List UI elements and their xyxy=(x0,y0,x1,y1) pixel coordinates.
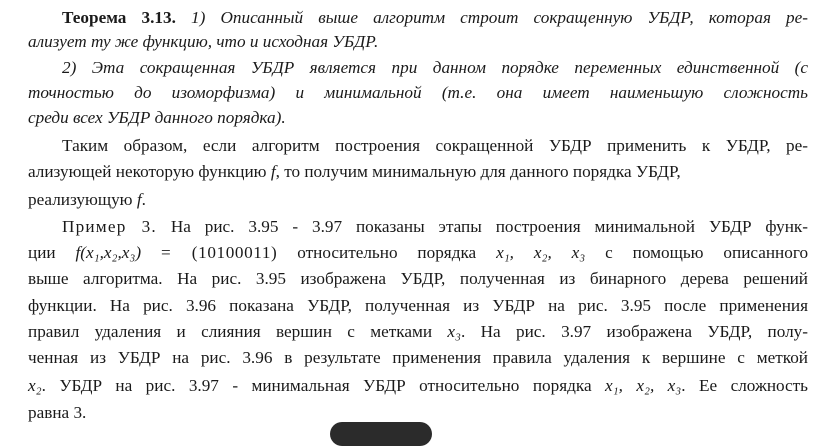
bottom-overlay-shape xyxy=(330,422,432,446)
theorem-line-3 xyxy=(62,56,808,80)
formula-value: = (10100011) xyxy=(161,243,278,262)
variable-order: x₁, x₂, x₃ xyxy=(496,243,586,262)
theorem-text-4: точностью до изоморфизма) и минимальной (т.е. она имеет наименьшую сложность xyxy=(28,83,808,102)
theorem-line-5 xyxy=(28,106,808,130)
theorem-text-3: 2) Эта сокращенная УБДР является при данном порядке переменных единственной (с xyxy=(62,58,808,77)
example-line-6 xyxy=(28,346,808,370)
example-line-2 xyxy=(28,241,808,265)
theorem-label: Теорема 3.13. xyxy=(62,8,176,27)
example-text-5a: правил удаления и слияния вершин с метками xyxy=(28,322,433,341)
example-text-7a: . УБДР на рис. 3.97 - минимальная УБДР относительно порядка xyxy=(41,376,592,395)
example-text-1: На рис. 3.95 - 3.97 показаны этапы построения минимальной УБДР функ- xyxy=(170,217,808,236)
variable-order-2: x₁, x₂, x₃ xyxy=(605,376,682,395)
conclusion-text-2b: , то получим минимальную для данного порядка УБДР, xyxy=(275,162,681,181)
example-line-5 xyxy=(28,320,808,344)
example-text-2a: ции xyxy=(28,243,56,262)
formula-function: f xyxy=(75,243,81,262)
formula-arguments: (x₁,x₂,x₃) xyxy=(80,243,142,262)
conclusion-line-1 xyxy=(62,134,808,158)
example-text-5c: рис. 3.97 изображена УБДР, полу- xyxy=(516,322,809,341)
example-line-4 xyxy=(28,294,808,318)
example-text-7b: . Ее сложность xyxy=(681,376,809,395)
example-line-1 xyxy=(62,215,808,239)
example-text-3: выше алгоритма. На рис. 3.95 изображена УБДР, полученная из бинарного дерева решений xyxy=(28,269,808,288)
theorem-line-4 xyxy=(28,81,808,105)
variable-x2: x₂ xyxy=(28,376,42,395)
example-text-6: ченная из УБДР на рис. 3.96 в результате применения правила удаления к вершине с меткой xyxy=(28,348,808,367)
function-symbol: f xyxy=(136,190,142,209)
example-line-3 xyxy=(28,267,808,291)
variable-x3: x₃ xyxy=(447,322,461,341)
conclusion-dot: . xyxy=(141,190,146,209)
theorem-text-5: среди всех УБДР данного порядка). xyxy=(28,108,286,127)
theorem-text-2: ализует ту же функцию, что и исходная УБДР. xyxy=(28,32,379,51)
conclusion-text-1: Таким образом, если алгоритм построения сокращенной УБДР применить к УБДР, ре- xyxy=(62,136,808,155)
example-text-2b: относительно порядка xyxy=(297,243,477,262)
example-label: Пример 3. xyxy=(62,217,157,236)
theorem-line-1 xyxy=(62,6,808,30)
example-line-7 xyxy=(28,374,808,398)
conclusion-line-3 xyxy=(28,188,808,212)
example-text-4: функции. На рис. 3.96 показана УБДР, полученная из УБДР на рис. 3.95 после применения xyxy=(28,296,808,315)
theorem-text-1: 1) Описанный выше алгоритм строит сокращенную УБДР, которая ре- xyxy=(191,8,808,27)
example-text-2c: с помощью описанного xyxy=(605,243,809,262)
example-text-8: равна 3. xyxy=(28,403,87,422)
function-symbol: f xyxy=(270,162,276,181)
conclusion-text-3: реализующую xyxy=(28,190,133,209)
conclusion-line-2 xyxy=(28,160,808,184)
theorem-line-2 xyxy=(28,30,808,54)
example-text-5b: . На xyxy=(460,322,501,341)
conclusion-text-2a: ализующей некоторую функцию xyxy=(28,162,267,181)
